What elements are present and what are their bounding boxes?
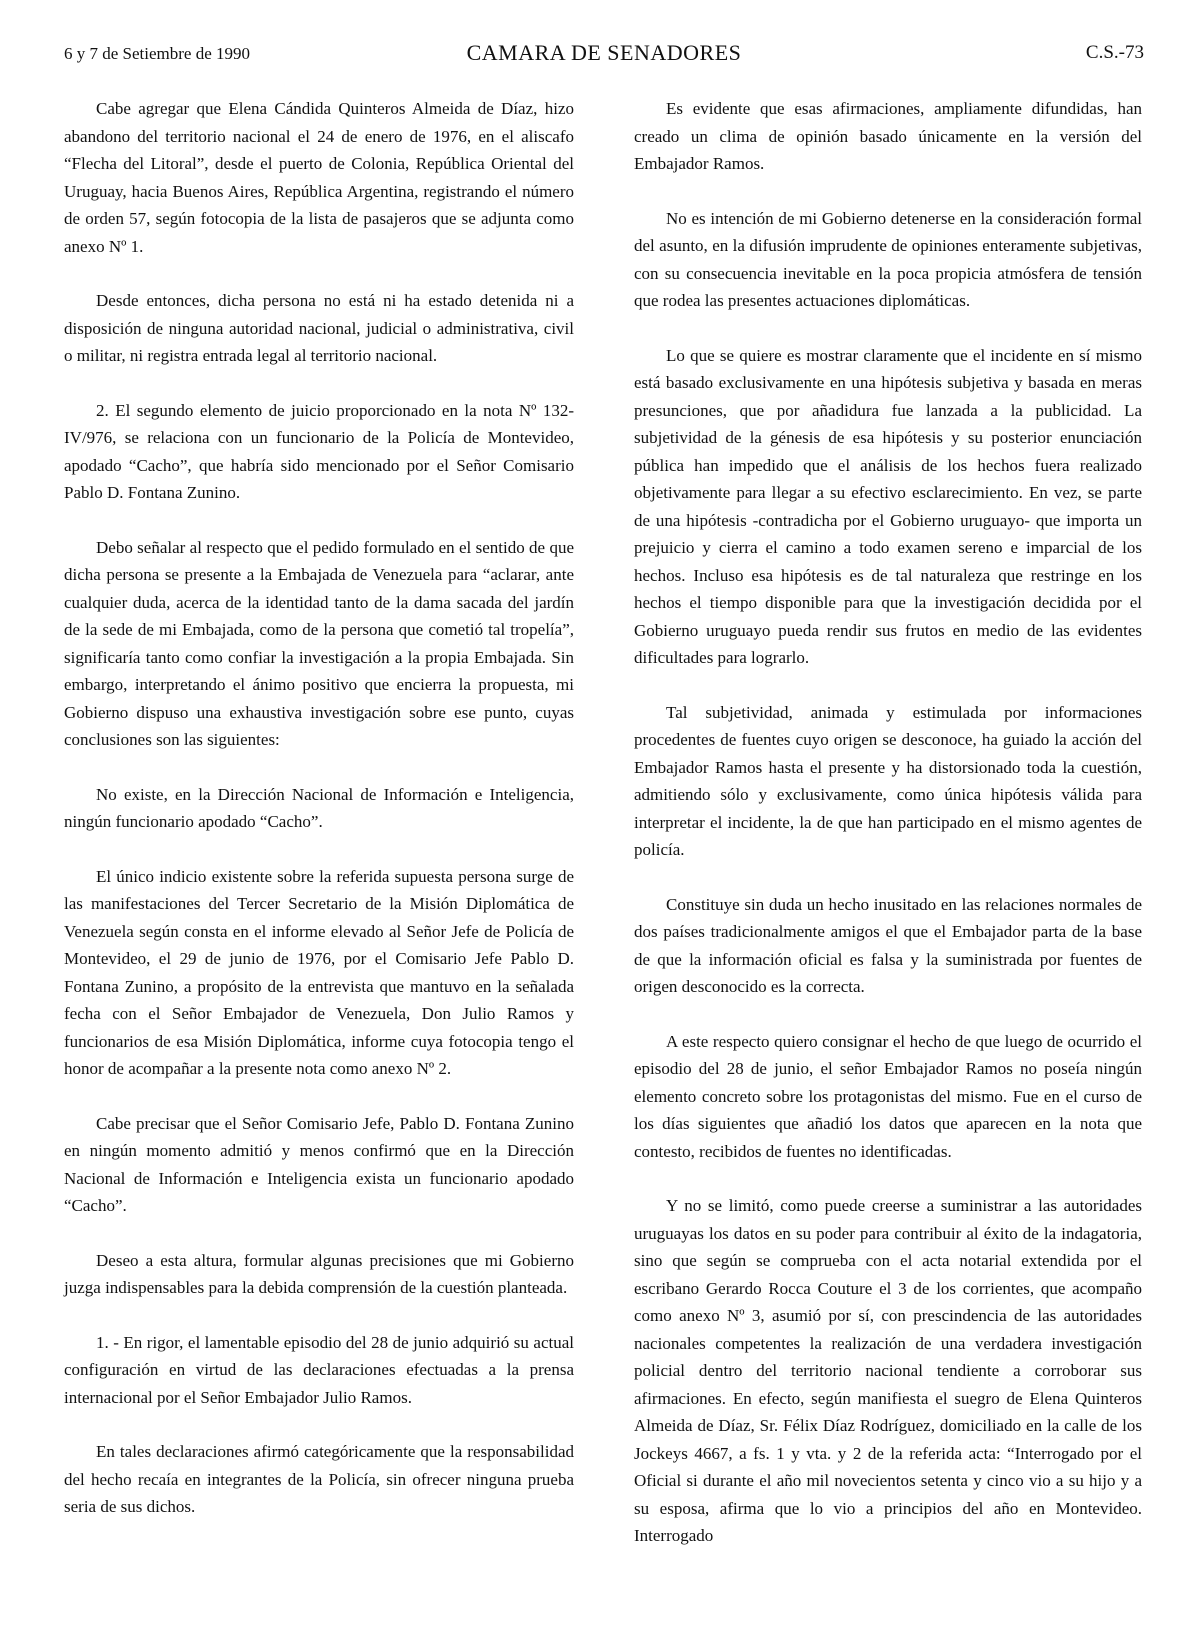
left-column: [64, 95, 574, 1606]
page-header: [64, 40, 1144, 70]
paragraph: Deseo a esta altura, formular algunas precisiones que mi Gobierno juzga indispensables para la debida comprensión de la cuestión planteada.: [64, 1250, 574, 1297]
paragraph: En tales declaraciones afirmó categóricamente que la responsabilidad del hecho recaía en integrantes de la Policía, sin ofrecer ninguna prueba seria de sus dichos.: [64, 1442, 574, 1516]
paragraph: A este respecto quiero consignar el hecho de que luego de ocurrido el episodio del 28 de junio, el señor Embajador Ramos no poseía ningún elemento concreto sobre los protagonistas del mismo. Fue en el curso de los días siguientes que añadió los datos que aparecen en la nota que contesto, recibidos de fuentes no identificadas.: [634, 1031, 1142, 1161]
paragraph: Cabe precisar que el Señor Comisario Jefe, Pablo D. Fontana Zunino en ningún momento admitió y menos confirmó que en la Dirección Nacional de Información e Inteligencia exista un funcionario apodado “Cacho”.: [64, 1113, 574, 1215]
paragraph: Debo señalar al respecto que el pedido formulado en el sentido de que dicha persona se presente a la Embajada de Venezuela para “aclarar, ante cualquier duda, acerca de la identidad tanto de la dama sacada del jardín de la sede de mi Embajada, como de la persona que cometió tal tropelía”, significaría tanto como confiar la investigación a la propia Embajada. Sin embargo, interpretando el ánimo positivo que encierra la propuesta, mi Gobierno dispuso una exhaustiva investigación sobre ese punto, cuyas conclusiones son las siguientes:: [64, 537, 574, 749]
paragraph: Y no se limitó, como puede creerse a suministrar a las autoridades uruguayas los datos en su poder para contribuir al éxito de la indagatoria, sino que según se comprueba con el acta notarial extendida por el escribano Gerardo Rocca Couture el 3 de los corrientes, que acompaño como anexo Nº 3, asumió por sí, con prescindencia de las autoridades nacionales competentes la realización de una verdadera investigación policial dentro del territorio nacional tendiente a corroborar sus afirmaciones. En efecto, según manifiesta el suegro de Elena Quinteros Almeida de Díaz, Sr. Félix Díaz Rodríguez, domiciliado en la calle de los Jockeys 4667, a fs. 1 y vta. y 2 de la referida acta: “Interrogado por el Oficial si durante el año mil novecientos setenta y cinco vio a su hijo y a su esposa, afirma que lo vio a principios del año en Montevideo. Interrogado: [634, 1196, 1142, 1545]
paragraph: Tal subjetividad, animada y estimulada por informaciones procedentes de fuentes cuyo origen se desconoce, ha guiado la acción del Embajador Ramos hasta el presente y ha distorsionado toda la cuestión, admitiendo sólo y exclusivamente, como única hipótesis válida para interpretar el incidente, la de que han participado en el mismo agentes de policía.: [634, 702, 1142, 859]
header-page-number: C.S.-73: [1085, 42, 1144, 63]
paragraph: Lo que se quiere es mostrar claramente que el incidente en sí mismo está basado exclusivamente en una hipótesis subjetiva y basada en meras presunciones, que por añadidura fue lanzada a la publicidad. La subjetividad de la génesis de esa hipótesis y su posterior enunciación pública han impedido que el análisis de los hechos fuera realizado objetivamente para llegar a su efectivo esclarecimiento. En vez, se parte de una hipótesis -contradicha por el Gobierno uruguayo- que importa un prejuicio y cierra el camino a todo examen sereno e imparcial de los hechos. Incluso esa hipótesis es de tal naturaleza que restringe en los hechos el tiempo disponible para que la investigación decidida por el Gobierno uruguayo pueda rendir sus frutos en medio de las evidentes dificultades para lograrlo.: [634, 345, 1142, 667]
paragraph: Desde entonces, dicha persona no está ni ha estado detenida ni a disposición de ninguna autoridad nacional, judicial o administrativa, civil o militar, ni registra entrada legal al territorio nacional.: [64, 291, 574, 365]
paragraph: El único indicio existente sobre la referida supuesta persona surge de las manifestaciones del Tercer Secretario de la Misión Diplomática de Venezuela según consta en el informe elevado al Señor Jefe de Policía de Montevideo, el 29 de junio de 1976, por el Comisario Jefe Pablo D. Fontana Zunino, a propósito de la entrevista que mantuvo en la señalada fecha con el Señor Embajador de Venezuela, Don Julio Ramos y funcionarios de esa Misión Diplomática, informe cuya fotocopia tengo el honor de acompañar a la presente nota como anexo Nº 2.: [64, 866, 574, 1078]
paragraph: Constituye sin duda un hecho inusitado en las relaciones normales de dos países tradicionalmente amigos el que el Embajador parta de la base de que la información oficial es falsa y la suministrada por fuentes de origen desconocido es la correcta.: [634, 894, 1142, 996]
paragraph: Cabe agregar que Elena Cándida Quinteros Almeida de Díaz, hizo abandono del territorio nacional el 24 de enero de 1976, en el aliscafo “Flecha del Litoral”, desde el puerto de Colonia, República Oriental del Uruguay, hacia Buenos Aires, República Argentina, registrando el número de orden 57, según fotocopia de la lista de pasajeros que se adjunta como anexo Nº 1.: [64, 99, 574, 256]
right-column: [634, 95, 1142, 1606]
header-date: 6 y 7 de Setiembre de 1990: [64, 44, 251, 63]
paragraph: No existe, en la Dirección Nacional de Información e Inteligencia, ningún funcionario apodado “Cacho”.: [64, 784, 574, 831]
header-title: CAMARA DE SENADORES: [466, 40, 742, 65]
paragraph: No es intención de mi Gobierno detenerse en la consideración formal del asunto, en la difusión imprudente de opiniones enteramente subjetivas, con su consecuencia inevitable en la poca propicia atmósfera de tensión que rodea las presentes actuaciones diplomáticas.: [634, 208, 1142, 310]
paragraph: 1. - En rigor, el lamentable episodio del 28 de junio adquirió su actual configuración en virtud de las declaraciones efectuadas a la prensa internacional por el Señor Embajador Julio Ramos.: [64, 1332, 574, 1407]
paragraph: 2. El segundo elemento de juicio proporcionado en la nota Nº 132-IV/976, se relaciona con un funcionario de la Policía de Montevideo, apodado “Cacho”, que habría sido mencionado por el Señor Comisario Pablo D. Fontana Zunino.: [64, 400, 574, 502]
paragraph: Es evidente que esas afirmaciones, ampliamente difundidas, han creado un clima de opinión basado únicamente en la versión del Embajador Ramos.: [634, 99, 1142, 173]
